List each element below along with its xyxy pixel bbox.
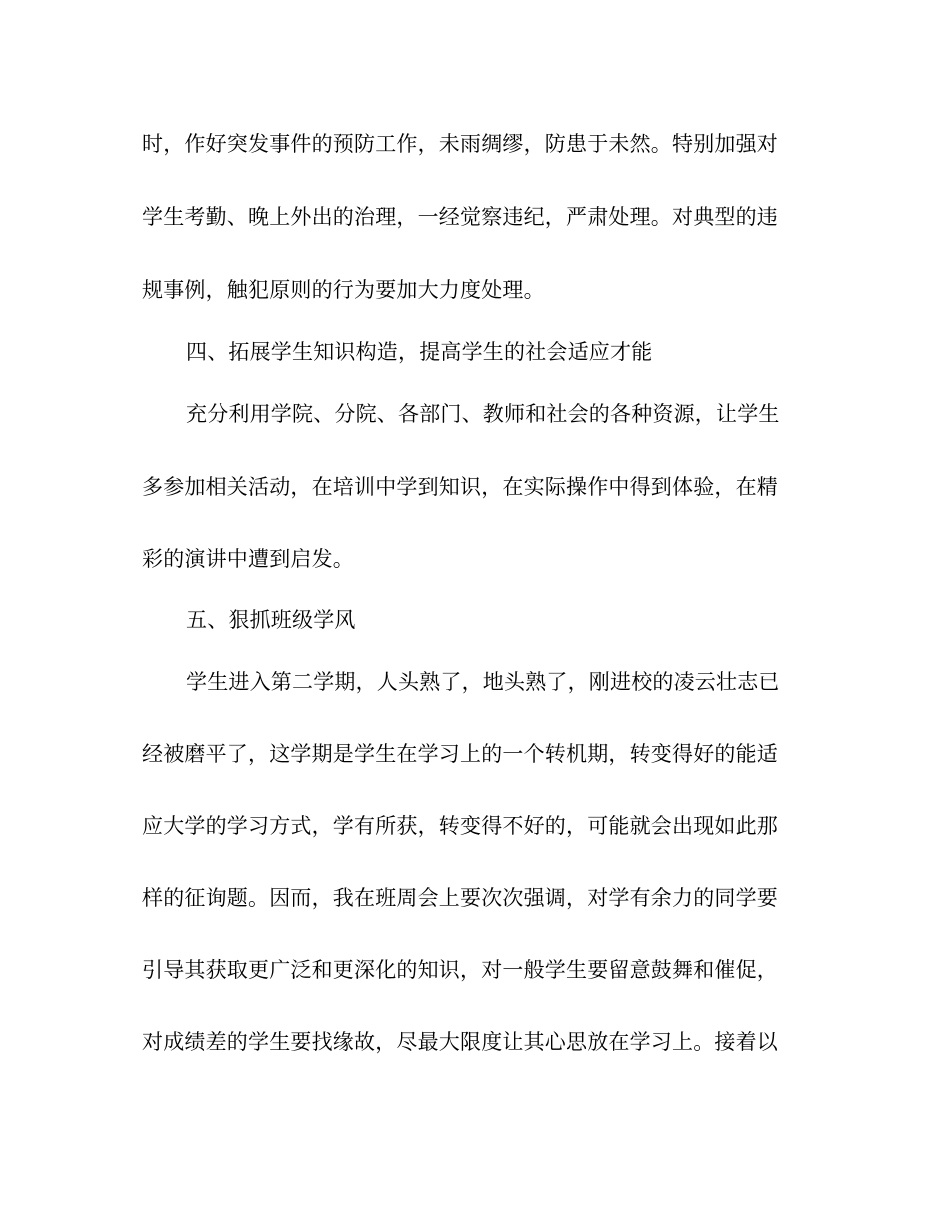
paragraph-line: 引导其获取更广泛和更深化的知识，对一般学生要留意鼓舞和催促， [142, 958, 778, 982]
paragraph-line: 学生进入第二学期，人头熟了，地头熟了，刚进校的凌云壮志已 [186, 670, 780, 694]
paragraph-line: 彩的演讲中遭到启发。 [142, 547, 354, 571]
paragraph-line: 学生考勤、晚上外出的治理，一经觉察违纪，严肃处理。对典型的违 [142, 205, 778, 229]
paragraph-line: 样的征询题。因而，我在班周会上要次次强调，对学有余力的同学要 [142, 886, 778, 910]
paragraph-line: 应大学的学习方式，学有所获，转变得不好的，可能就会出现如此那 [142, 814, 778, 838]
paragraph-line: 多参加相关活动，在培训中学到知识，在实际操作中得到体验，在精 [142, 475, 778, 499]
section-heading: 四、拓展学生知识构造，提高学生的社会适应才能 [186, 340, 653, 364]
paragraph-line: 对成绩差的学生要找缘故，尽最大限度让其心思放在学习上。接着以 [142, 1030, 778, 1054]
paragraph-line: 充分利用学院、分院、各部门、教师和社会的各种资源，让学生 [186, 402, 780, 426]
paragraph-line: 时，作好突发事件的预防工作，未雨绸缪，防患于未然。特别加强对 [142, 132, 778, 156]
section-heading: 五、狠抓班级学风 [186, 608, 356, 632]
paragraph-line: 经被磨平了，这学期是学生在学习上的一个转机期，转变得好的能适 [142, 742, 778, 766]
paragraph-line: 规事例，触犯原则的行为要加大力度处理。 [142, 278, 545, 302]
